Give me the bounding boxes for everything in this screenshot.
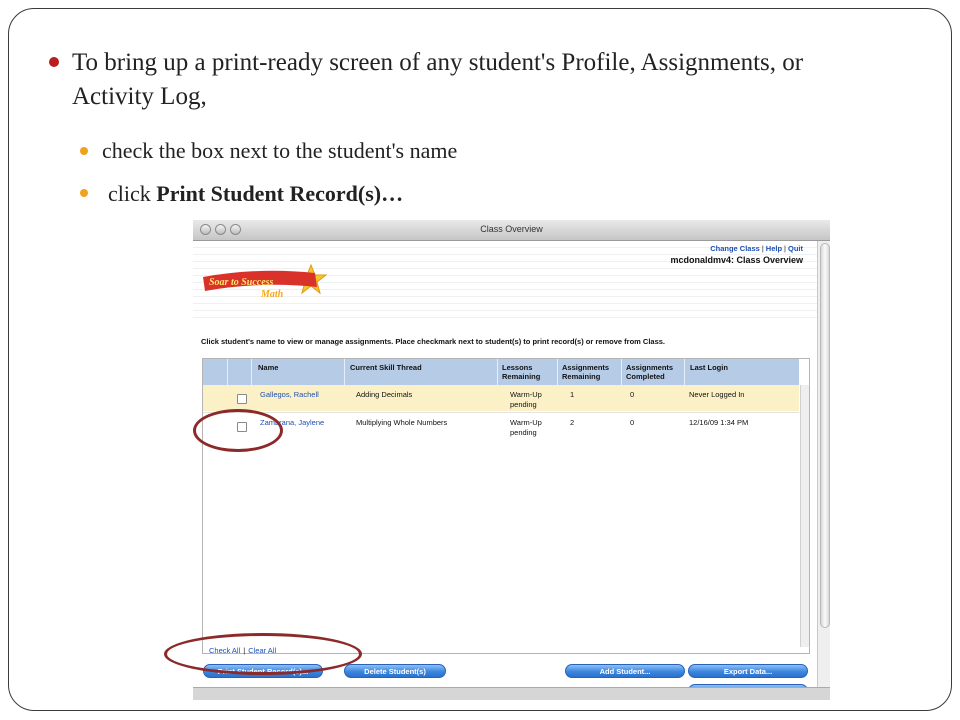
skill-cell: Adding Decimals [356,390,413,399]
last-login-cell: 12/16/09 1:34 PM [689,418,749,427]
lessons-cell [510,418,542,438]
window-titlebar[interactable] [193,220,830,241]
students-table [202,358,810,654]
header-links [710,244,803,253]
column-header-name[interactable]: Name [258,363,279,372]
class-overview-heading: mcdonaldmv4: Class Overview [670,255,803,265]
table-row [203,385,799,411]
instructions-text: Click student's name to view or manage assignments. Place checkmark next to student(s) to print record(s) or remove from Class. [201,337,666,346]
col-line: Lessons [502,363,533,372]
add-student-button[interactable]: Add Student... [565,664,685,678]
remaining-cell: 1 [570,390,575,399]
export-data-button[interactable]: Export Data... [688,664,808,678]
sub-bullet-prefix: click [108,181,157,206]
lessons-line: pending [510,400,537,409]
window-vertical-scrollbar[interactable] [817,241,830,687]
lessons-cell [510,390,542,410]
remaining-cell: 2 [570,418,575,427]
link-separator: | [784,244,786,253]
logo-text-soar: Soar to Success [209,277,274,288]
sub-bullet-bold: Print Student Record(s)… [156,181,404,206]
column-header-assignments-completed[interactable] [626,363,673,381]
col-line: Completed [626,372,665,381]
help-link[interactable]: Help [765,244,783,253]
table-row [203,412,799,439]
clear-all-link[interactable]: Clear All [248,646,277,655]
print-student-records-button[interactable]: Print Student Record(s)... [203,664,323,678]
delete-students-button[interactable]: Delete Student(s) [344,664,446,678]
link-separator: | [761,244,764,253]
skill-cell: Multiplying Whole Numbers [356,418,448,427]
main-bullet-dot [49,57,59,67]
lessons-line: pending [510,428,537,437]
sub-bullet-dot-2 [80,189,88,197]
completed-cell: 0 [630,418,635,427]
quit-link[interactable]: Quit [788,244,803,253]
print-button-highlight-oval [164,633,362,675]
link-separator: | [243,646,246,655]
check-all-link[interactable]: Check All [209,646,241,655]
window-horizontal-scrollbar[interactable] [193,687,830,700]
table-header-row [203,359,799,385]
scrollbar-thumb[interactable] [820,243,830,628]
window-title: Class Overview [480,224,543,234]
column-header-lessons[interactable] [502,363,540,381]
table-scrollbar[interactable] [800,385,809,647]
change-class-link[interactable]: Change Class [710,244,760,253]
column-header-assignments-remaining[interactable] [562,363,609,381]
checkbox-highlight-oval [193,409,283,452]
student-name-link[interactable]: Gallegos, Rachell [260,390,319,399]
row-checkbox[interactable] [237,394,247,404]
column-header-skill[interactable]: Current Skill Thread [350,363,422,372]
col-line: Assignments [626,363,674,372]
column-header-last-login[interactable]: Last Login [690,363,728,372]
logo-text-math: Math [261,289,284,300]
soar-to-success-logo [199,263,327,303]
col-line: Assignments [562,363,610,372]
main-bullet-text: To bring up a print-ready screen of any student's Profile, Assignments, or Activity Log, [72,49,804,110]
completed-cell: 0 [630,390,635,399]
col-line: Remaining [562,372,601,381]
sub-bullet-dot-1 [80,147,88,155]
student-name-link[interactable]: Zambrana, Jaylene [260,418,325,427]
class-overview-window [193,220,830,700]
lessons-line: Warm-Up [510,418,542,427]
last-login-cell: Never Logged In [689,390,745,399]
sub-bullet-text-2 [108,180,403,208]
col-line: Remaining [502,372,541,381]
lessons-line: Warm-Up [510,390,542,399]
sub-bullet-text-1: check the box next to the student's name [102,138,458,163]
page-content [193,241,817,687]
